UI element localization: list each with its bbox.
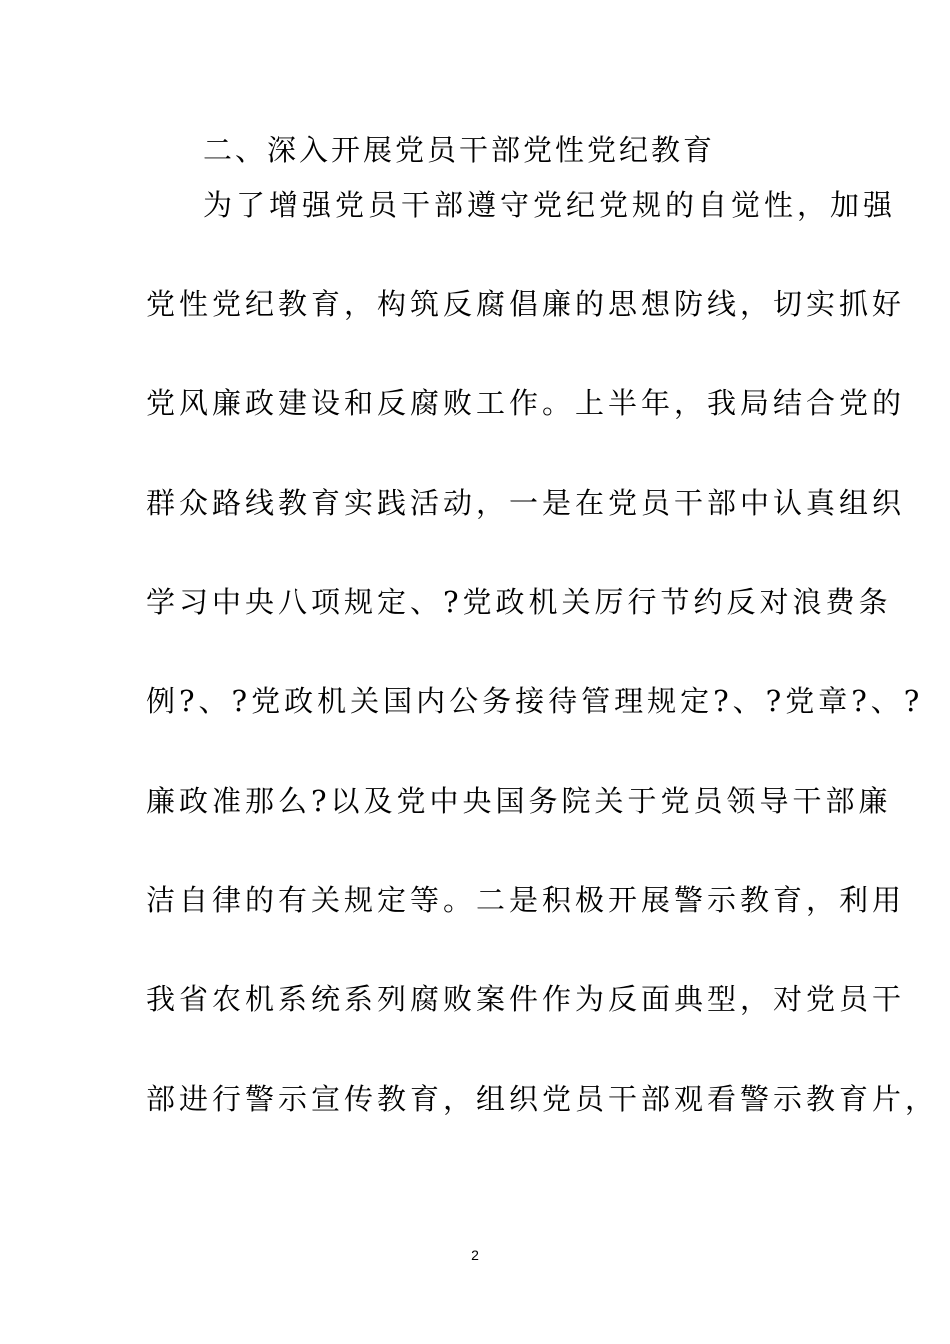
paragraph-line-2: 党性党纪教育，构筑反腐倡廉的思想防线，切实抓好 — [146, 287, 906, 321]
paragraph-line-5: 学习中央八项规定、?党政机关厉行节约反对浪费条 — [146, 585, 892, 619]
paragraph-line-6: 例?、?党政机关国内公务接待管理规定?、?党章?、? — [146, 684, 924, 718]
paragraph-line-1: 为了增强党员干部遵守党纪党规的自觉性，加强 — [203, 188, 897, 222]
paragraph-line-7: 廉政准那么?以及党中央国务院关于党员领导干部廉 — [146, 784, 892, 818]
section-heading: 二、深入开展党员干部党性党纪教育 — [203, 133, 716, 167]
paragraph-line-10: 部进行警示宣传教育，组织党员干部观看警示教育片， — [146, 1082, 939, 1116]
paragraph-line-3: 党风廉政建设和反腐败工作。上半年，我局结合党的 — [146, 386, 906, 420]
paragraph-line-4: 群众路线教育实践活动，一是在党员干部中认真组织 — [146, 486, 906, 520]
paragraph-line-8: 洁自律的有关规定等。二是积极开展警示教育，利用 — [146, 883, 906, 917]
page-number: 2 — [471, 1247, 479, 1263]
paragraph-line-9: 我省农机系统系列腐败案件作为反面典型，对党员干 — [146, 982, 906, 1016]
